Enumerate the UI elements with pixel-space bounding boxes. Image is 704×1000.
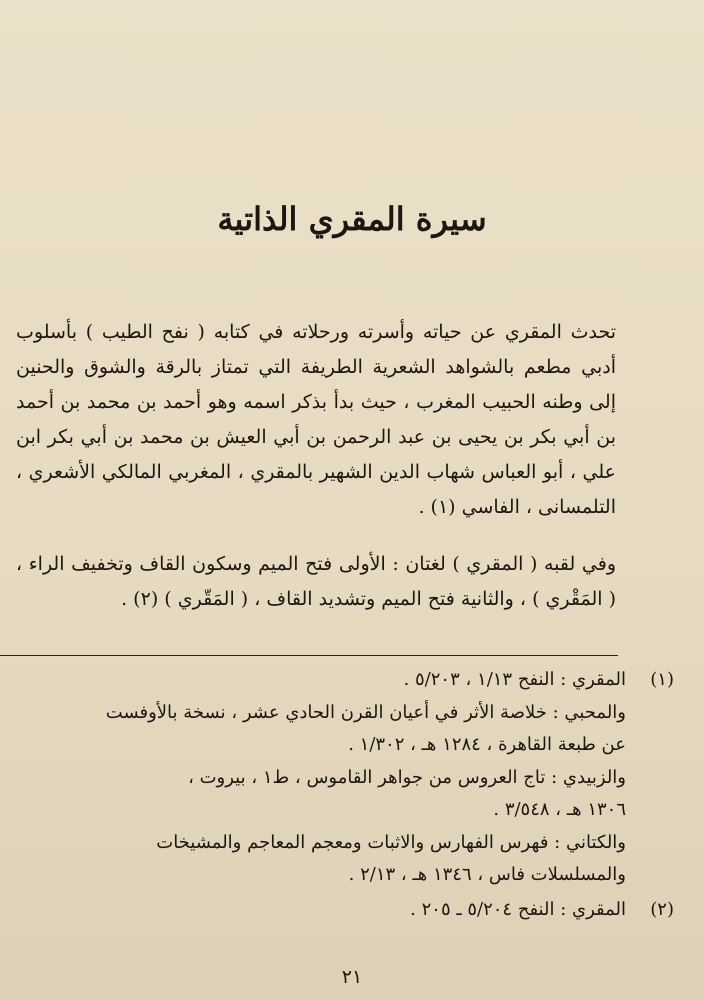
footnote-line: ١٣٠٦ هـ ، ٣/٥٤٨ .	[493, 799, 626, 820]
footnote-divider	[0, 655, 618, 656]
footnote-text	[14, 894, 626, 927]
footnotes	[14, 664, 674, 926]
paragraph-biography: تحدث المقري عن حياته وأسرته ورحلاته في كتابه ( نفح الطيب ) بأسلوب أدبي مطعم بالشواهد الشعرية الطريفة التي تمتاز بالرقة والشوق والحنين إلى وطنه الحبيب المغرب ، حيث بدأ بذكر اسمه وهو أحمد بن محمد بن أحمد بن أبي بكر بن يحيى بن عبد الرحمن بن أبي العيش بن محمد بن أبي بكر ابن علي ، أبو العباس شهاب الدين الشهير بالمقري ، المغربي المالكي الأشعري ، التلمسانى ، الفاسي (١) .	[16, 321, 616, 518]
footnote-line: عن طبعة القاهرة ، ١٢٨٤ هـ ، ١/٣٠٢ .	[348, 734, 626, 755]
chapter-title: سيرة المقري الذاتية	[217, 200, 487, 238]
footnote-number: (٢)	[650, 898, 674, 920]
page-number: ٢١	[341, 966, 363, 988]
footnote-line: والمسلسلات فاس ، ١٣٤٦ هـ ، ٢/١٣ .	[348, 864, 626, 885]
body-text	[16, 315, 616, 617]
footnote-text	[14, 664, 626, 892]
footnote-line: والكتاني : فهرس الفهارس والاثبات ومعجم المعاجم والمشيخات	[156, 831, 626, 853]
footnote-2	[14, 894, 674, 927]
footnote-line: المقري : النفح ١/١٣ ، ٥/٢٠٣ .	[403, 669, 626, 690]
paragraph-surname: وفي لقبه ( المقري ) لغتان : الأولى فتح الميم وسكون القاف وتخفيف الراء ، ( المَقْري ) ، والثانية فتح الميم وتشديد القاف ، ( المَقّري ) (٢) .	[16, 553, 616, 610]
footnote-line: والزبيدي : تاج العروس من جواهر القاموس ، ط١ ، بيروت ،	[188, 766, 626, 788]
footnote-line: والمحبي : خلاصة الأثر في أعيان القرن الحادي عشر ، نسخة بالأوفست	[105, 701, 626, 723]
footnote-1	[14, 664, 674, 892]
footnote-line: المقري : النفح ٥/٢٠٤ ـ ٢٠٥ .	[410, 898, 626, 920]
footnote-number: (١)	[650, 669, 674, 690]
